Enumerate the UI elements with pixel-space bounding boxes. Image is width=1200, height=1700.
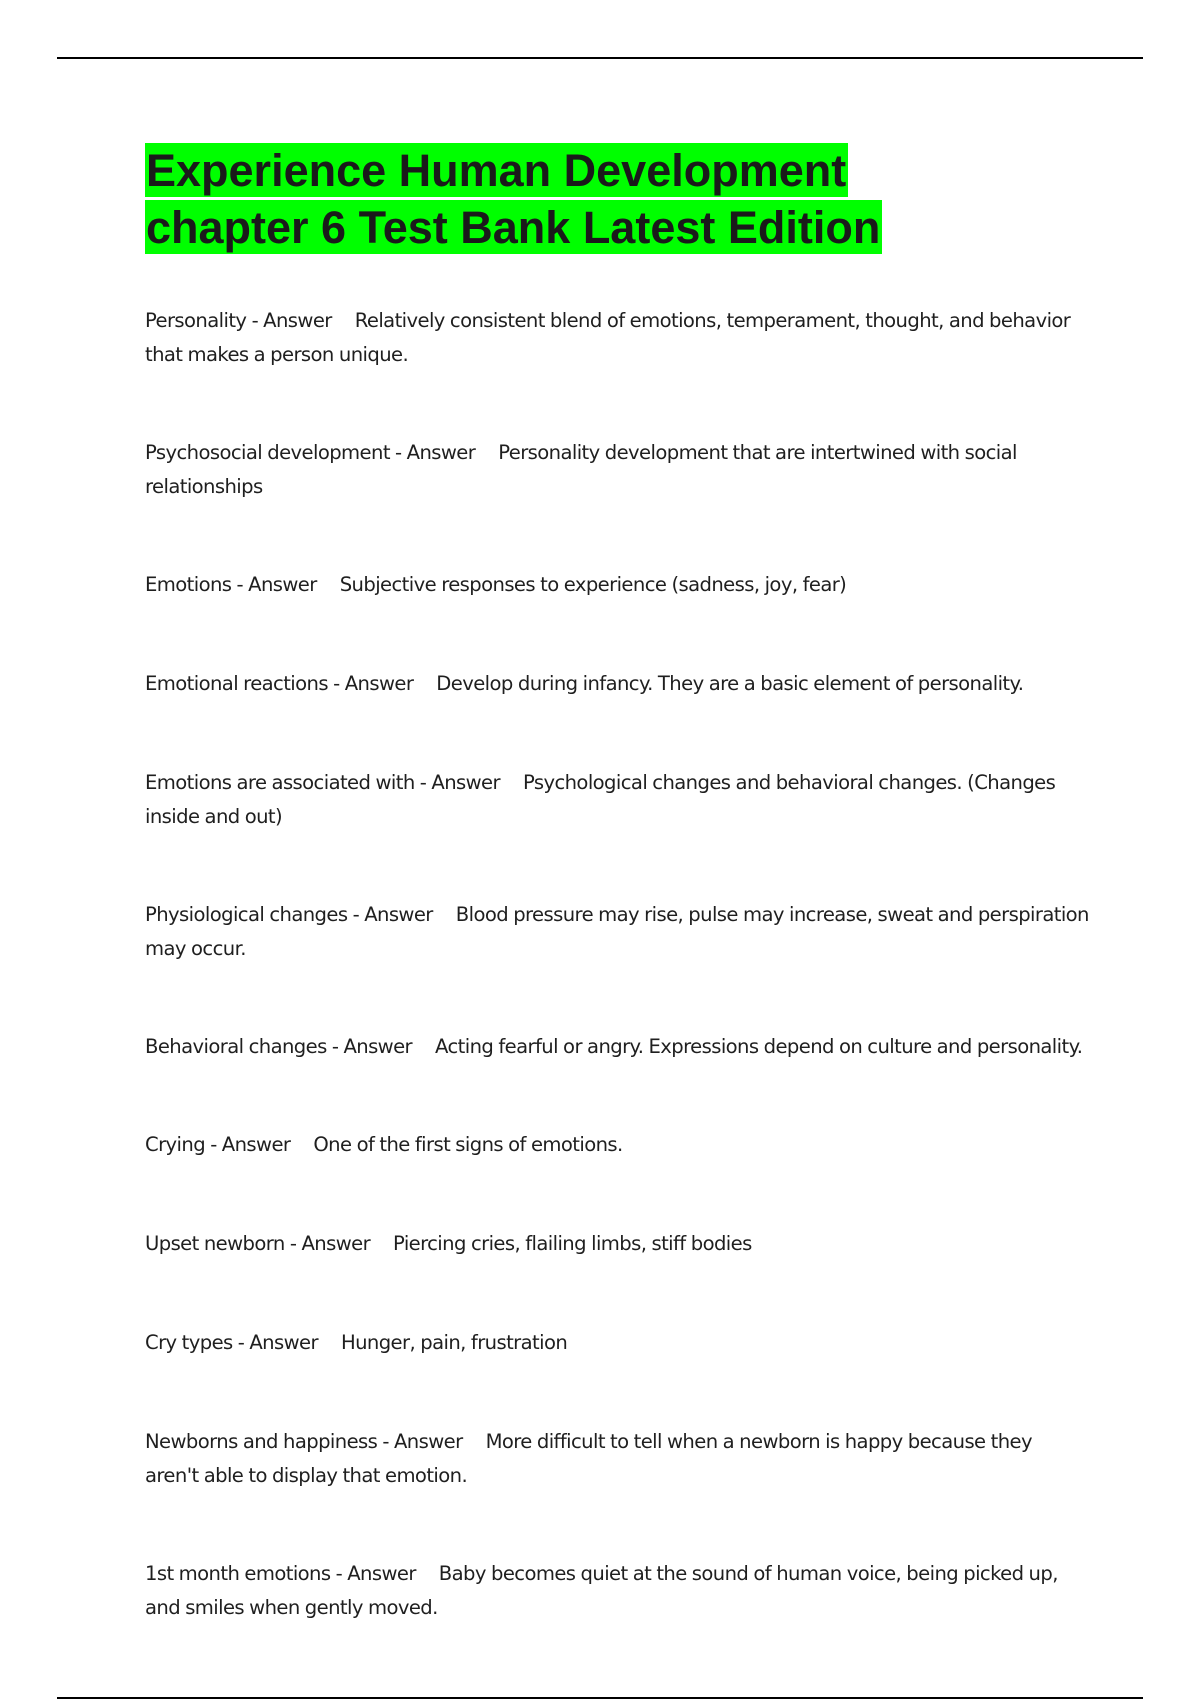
answer-marker: - Answer <box>333 672 414 695</box>
entry-definition: More difficult to tell when a newborn is happy because they aren't able to display that emotion. <box>145 1430 1032 1487</box>
qa-entry <box>145 766 1090 834</box>
entry-term: Emotions are associated with <box>145 771 415 794</box>
answer-marker: - Answer <box>251 309 332 332</box>
answer-marker: - Answer <box>289 1232 371 1255</box>
entry-definition: Hunger, pain, frustration <box>340 1331 568 1354</box>
entry-term: Physiological changes <box>145 903 348 926</box>
entry-term: Newborns and happiness <box>145 1430 378 1453</box>
title-line-1: Experience Human Development <box>146 145 847 196</box>
entry-term: Psychosocial development <box>145 441 390 464</box>
qa-list <box>145 304 1090 1689</box>
qa-entry <box>145 436 1090 504</box>
qa-entry <box>145 1128 1090 1162</box>
entry-term: Cry types <box>145 1331 233 1354</box>
qa-entry <box>145 1227 1090 1261</box>
entry-definition: Piercing cries, flailing limbs, stiff bodies <box>393 1232 752 1255</box>
document-title <box>145 142 882 256</box>
entry-definition: One of the first signs of emotions. <box>313 1133 623 1156</box>
answer-marker: - Answer <box>237 1331 318 1354</box>
entry-term: Emotions <box>145 573 232 596</box>
qa-entry <box>145 568 1090 602</box>
qa-entry <box>145 304 1090 372</box>
qa-entry <box>145 1030 1090 1064</box>
entry-definition: Acting fearful or angry. Expressions depend on culture and personality. <box>435 1035 1083 1058</box>
title-highlight <box>145 143 882 254</box>
entry-term: Crying <box>145 1133 206 1156</box>
bottom-divider <box>57 1697 1143 1699</box>
title-line-2: chapter 6 Test Bank Latest Edition <box>146 202 881 253</box>
entry-definition: Subjective responses to experience (sadness, joy, fear) <box>339 573 847 596</box>
top-divider <box>57 57 1143 59</box>
answer-marker: - Answer <box>352 903 433 926</box>
entry-definition: Personality development that are intertwined with social relationships <box>145 441 1017 498</box>
entry-definition: Baby becomes quiet at the sound of human voice, being picked up, and smiles when gently moved. <box>145 1562 1058 1619</box>
qa-entry <box>145 667 1090 701</box>
answer-marker: - Answer <box>382 1430 463 1453</box>
entry-term: Emotional reactions <box>145 672 328 695</box>
entry-definition: Relatively consistent blend of emotions, temperament, thought, and behavior that makes a person unique. <box>145 309 1071 366</box>
answer-marker: - Answer <box>395 441 476 464</box>
qa-entry <box>145 898 1090 966</box>
entry-term: Behavioral changes <box>145 1035 327 1058</box>
entry-definition: Blood pressure may rise, pulse may increase, sweat and perspiration may occur. <box>145 903 1089 960</box>
qa-entry <box>145 1326 1090 1360</box>
answer-marker: - Answer <box>236 573 317 596</box>
answer-marker: - Answer <box>210 1133 291 1156</box>
entry-definition: Psychological changes and behavioral changes. (Changes inside and out) <box>145 771 1056 828</box>
qa-entry <box>145 1425 1090 1493</box>
answer-marker: - Answer <box>335 1562 416 1585</box>
answer-marker: - Answer <box>331 1035 413 1058</box>
entry-definition: Develop during infancy. They are a basic element of personality. <box>436 672 1024 695</box>
qa-entry <box>145 1557 1090 1625</box>
entry-term: Upset newborn <box>145 1232 285 1255</box>
entry-term: Personality <box>145 309 247 332</box>
answer-marker: - Answer <box>419 771 500 794</box>
entry-term: 1st month emotions <box>145 1562 331 1585</box>
